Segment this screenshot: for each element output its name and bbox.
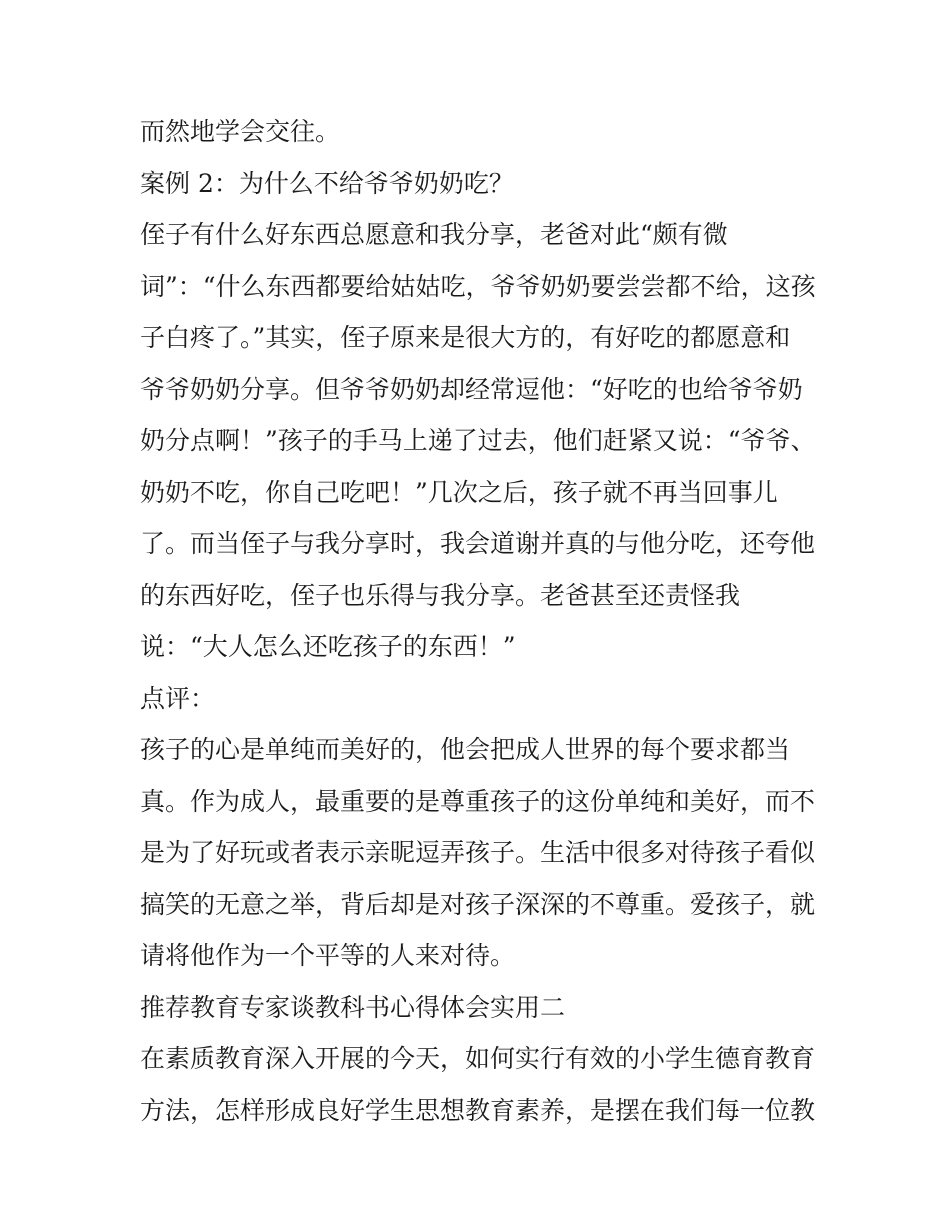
text-line: 孩子的心是单纯而美好的，他会把成人世界的每个要求都当: [140, 735, 791, 764]
text-line: 的东西好吃，侄子也乐得与我分享。老爸甚至还责怪我: [140, 580, 741, 610]
body-text: [140, 106, 830, 1136]
comment-heading: 点评：: [140, 683, 216, 713]
text-line: 而然地学会交往。: [140, 117, 341, 146]
text-line: 侄子有什么好东西总愿意和我分享，老爸对此“颇有微: [140, 220, 728, 249]
text-line: 真。作为成人，最重要的是尊重孩子的这份单纯和美好，而不: [140, 786, 816, 816]
text-line: 在素质教育深入开展的今天，如何实行有效的小学生德育教育: [140, 1044, 816, 1073]
text-line: 爷爷奶奶分享。但爷爷奶奶却经常逗他：“好吃的也给爷爷奶: [140, 374, 803, 404]
case-heading: 案例 2：为什么不给爷爷奶奶吃？: [140, 168, 514, 198]
text-line: 请将他作为一个平等的人来对待。: [140, 941, 516, 970]
text-line: 子白疼了。”其实，侄子原来是很大方的，有好吃的都愿意和: [140, 323, 791, 352]
text-line: 方法，怎样形成良好学生思想教育素养，是摆在我们每一位教: [140, 1095, 816, 1125]
text-line: 奶分点啊！”孩子的手马上递了过去，他们赶紧又说：“爷爷、: [140, 426, 816, 455]
section-heading: 推荐教育专家谈教科书心得体会实用二: [140, 992, 566, 1022]
text-line: 奶奶不吃，你自己吃吧！”几次之后，孩子就不再当回事儿: [140, 477, 778, 507]
text-line: 搞笑的无意之举，背后却是对孩子深深的不尊重。爱孩子，就: [140, 889, 816, 919]
text-line: 是为了好玩或者表示亲昵逗弄孩子。生活中很多对待孩子看似: [140, 838, 816, 867]
text-line: 词”：“什么东西都要给姑姑吃，爷爷奶奶要尝尝都不给，这孩: [140, 271, 816, 301]
text-line: 说：“大人怎么还吃孩子的东西！”: [140, 632, 516, 661]
text-line: 了。而当侄子与我分享时，我会道谢并真的与他分吃，还夸他: [140, 529, 816, 558]
